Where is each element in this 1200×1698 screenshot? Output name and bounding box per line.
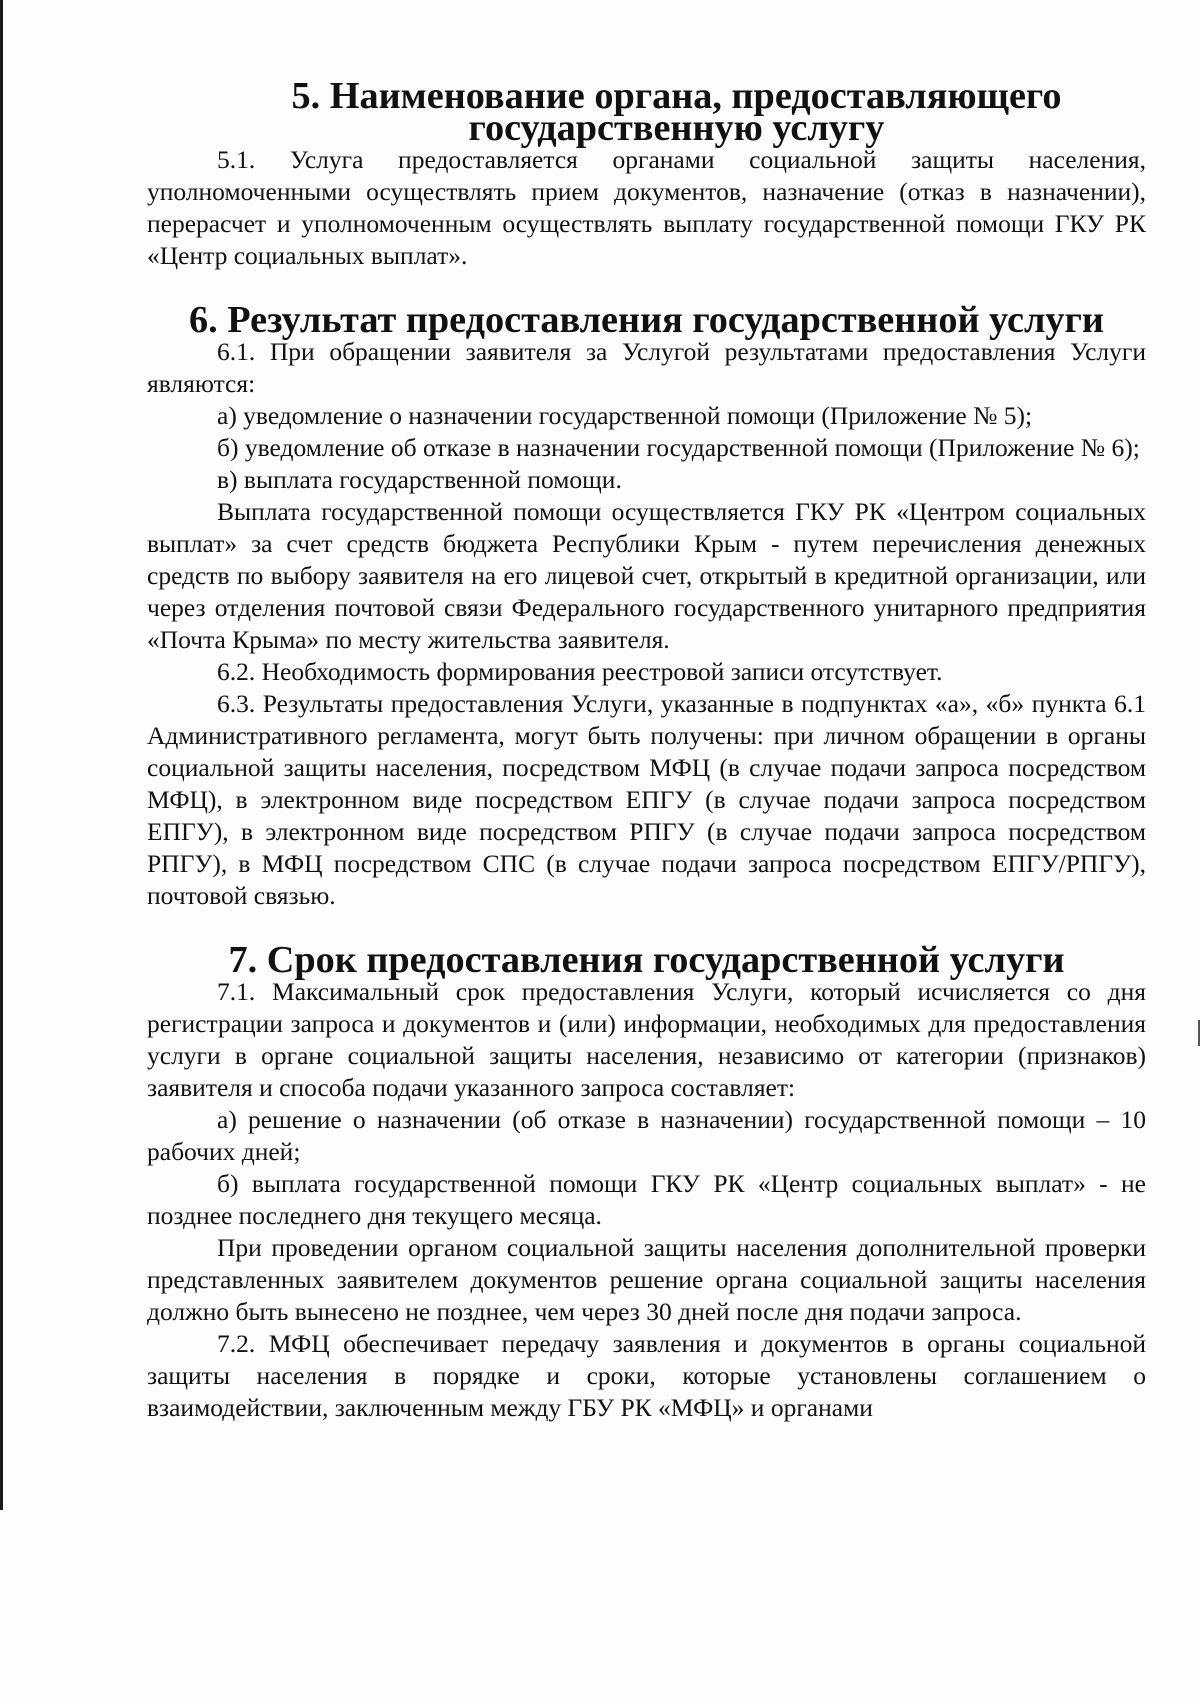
paragraph-5-1: 5.1. Услуга предоставляется органами социальной защиты населения, уполномоченными осуществлять прием документов, назначение (отказ в назначении), перерасчет и уполномоченным осуществлять выплату государственной помощи ГКУ РК «Центр социальных выплат».	[147, 145, 1146, 270]
paragraph-7-1-check: При проведении органом социальной защиты населения дополнительной проверки представленных заявителем документов решение органа социальной защиты населения должно быть вынесено не позднее, чем через 30 дней после дня подачи запроса.	[147, 1233, 1146, 1326]
paragraph-6-1-a: а) уведомление о назначении государственной помощи (Приложение № 5);	[217, 401, 1033, 430]
document-body	[147, 75, 1146, 1424]
paragraph-6-3: 6.3. Результаты предоставления Услуги, указанные в подпунктах «а», «б» пункта 6.1 Административного регламента, могут быть получены: при личном обращении в органы социальной защиты населения, посредством МФЦ (в случае подачи запроса посредством МФЦ), в электронном виде посредством ЕПГУ (в случае подачи запроса посредством ЕПГУ), в электронном виде посредством РПГУ (в случае подачи запроса посредством РПГУ), в МФЦ посредством СПС (в случае подачи запроса посредством ЕПГУ/РПГУ), почтовой связью.	[147, 689, 1146, 910]
paragraph-7-1-a: а) решение о назначении (об отказе в назначении) государственной помощи – 10 рабочих дней;	[147, 1105, 1146, 1166]
section-5-heading: 5. Наименование органа, предоставляющего государственную услугу	[291, 75, 1062, 149]
paragraph-6-2: 6.2. Необходимость формирования реестровой записи отсутствует.	[217, 657, 943, 686]
paragraph-6-1-b: б) уведомление об отказе в назначении государственной помощи (Приложение № 6);	[217, 433, 1140, 462]
paragraph-6-1-payment: Выплата государственной помощи осуществляется ГКУ РК «Центром социальных выплат» за счет средств бюджета Республики Крым - путем перечисления денежных средств по выбору заявителя на его лицевой счет, открытый в кредитной организации, или через отделения почтовой связи Федерального государственного унитарного предприятия «Почта Крыма» по месту жительства заявителя.	[147, 497, 1146, 654]
section-6-heading: 6. Результат предоставления государственной услуги	[189, 299, 1104, 341]
paragraph-7-2: 7.2. МФЦ обеспечивает передачу заявления и документов в органы социальной защиты населения в порядке и сроки, которые установлены соглашением о взаимодействии, заключенным между ГБУ РК «МФЦ» и органами	[147, 1329, 1146, 1422]
paragraph-7-1-b: б) выплата государственной помощи ГКУ РК «Центр социальных выплат» - не позднее последнего дня текущего месяца.	[147, 1169, 1146, 1230]
section-7-heading: 7. Срок предоставления государственной услуги	[228, 939, 1065, 981]
paragraph-6-1: 6.1. При обращении заявителя за Услугой результатами предоставления Услуги являются:	[147, 337, 1146, 398]
paragraph-7-1: 7.1. Максимальный срок предоставления Услуги, который исчисляется со дня регистрации запроса и документов и (или) информации, необходимых для предоставления услуги в органе социальной защиты населения, независимо от категории (признаков) заявителя и способа подачи указанного запроса составляет:	[147, 977, 1146, 1102]
scan-edge-left	[0, 0, 3, 1510]
paragraph-6-1-v: в) выплата государственной помощи.	[217, 465, 622, 494]
